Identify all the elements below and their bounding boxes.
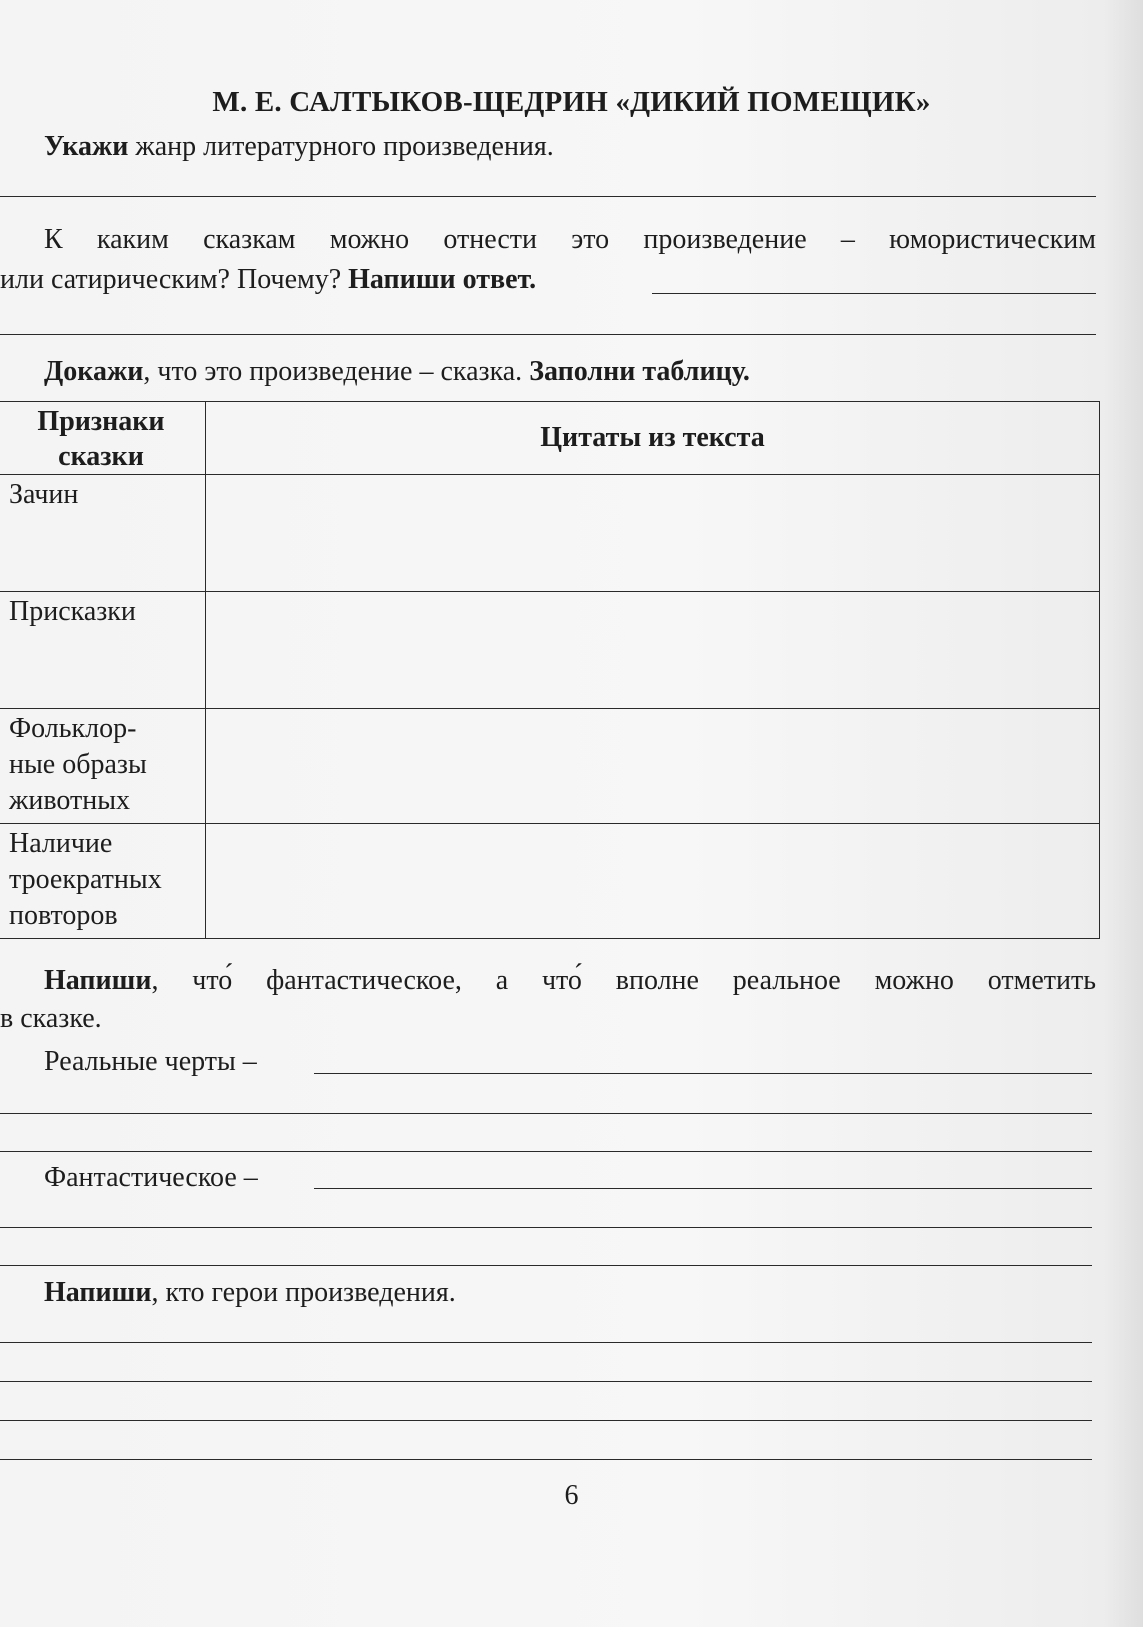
task-heroes	[44, 1274, 456, 1312]
task-genre	[44, 128, 554, 166]
row-label-repeats	[0, 824, 206, 939]
task-fantastic-text: , что́ фантастическое, а что́ вполне реальное можно отметить	[151, 965, 1096, 996]
quote-cell-animals[interactable]	[206, 709, 1100, 824]
page-number: 6	[564, 1480, 579, 1511]
task-prove-bold2: Заполни таблицу.	[529, 356, 750, 387]
task-prove	[44, 353, 750, 391]
task-fantastic-bold: Напиши	[44, 965, 152, 996]
task-prove-text: , что это произведение – сказка.	[143, 356, 530, 387]
page-title: М. Е. САЛТЫКОВ-ЩЕДРИН «ДИКИЙ ПОМЕЩИК»	[212, 86, 931, 118]
quote-cell-priskazki[interactable]	[206, 592, 1100, 709]
fairy-tale-signs-table	[0, 401, 1100, 939]
answer-line-real-2[interactable]	[0, 1113, 1092, 1114]
task-type-line1: К каким сказкам можно отнести это произведение – юмористическим	[44, 224, 1096, 255]
task-type-text: или сатирическим? Почему?	[0, 264, 349, 295]
answer-line-type-1[interactable]	[652, 293, 1096, 294]
fantastic-label: Фантастическое –	[44, 1162, 258, 1193]
task-heroes-text: , кто герои произведения.	[151, 1277, 456, 1308]
answer-line-type-2[interactable]	[0, 334, 1096, 335]
answer-line-heroes-1[interactable]	[0, 1342, 1092, 1343]
task-type-bold: Напиши ответ.	[348, 264, 537, 295]
answer-line-heroes-4[interactable]	[0, 1459, 1092, 1460]
row-label-priskazki: Присказки	[0, 592, 206, 709]
task-genre-bold: Укажи	[44, 131, 129, 162]
row-label-animals-2: ные образы	[9, 749, 147, 780]
answer-line-fantastic-1[interactable]	[314, 1188, 1092, 1189]
answer-line-fantastic-3[interactable]	[0, 1265, 1092, 1266]
row-label-repeats-3: повторов	[9, 900, 118, 931]
answer-line-genre[interactable]	[0, 196, 1096, 197]
table-header-row	[0, 402, 1100, 475]
answer-line-real-1[interactable]	[314, 1073, 1092, 1074]
header-signs: Признаки сказки	[0, 402, 206, 475]
quote-cell-zachin[interactable]	[206, 475, 1100, 592]
answer-line-fantastic-2[interactable]	[0, 1227, 1092, 1228]
quote-cell-repeats[interactable]	[206, 824, 1100, 939]
task-prove-bold1: Докажи	[44, 356, 144, 387]
task-fantastic-line1	[44, 962, 1096, 1000]
real-features-label: Реальные черты –	[44, 1046, 257, 1077]
row-label-repeats-1: Наличие	[9, 828, 113, 859]
table-row	[0, 592, 1100, 709]
table-row	[0, 824, 1100, 939]
answer-line-heroes-2[interactable]	[0, 1381, 1092, 1382]
table-row	[0, 475, 1100, 592]
row-label-repeats-2: троекратных	[9, 864, 162, 895]
row-label-animals	[0, 709, 206, 824]
task-genre-text: жанр литературного произведения.	[128, 131, 554, 162]
row-label-animals-3: животных	[9, 785, 131, 816]
task-fantastic-line2: в сказке.	[0, 1003, 102, 1034]
row-label-animals-1: Фольклор-	[9, 713, 137, 744]
task-type-line2	[0, 261, 536, 299]
answer-line-heroes-3[interactable]	[0, 1420, 1092, 1421]
task-heroes-bold: Напиши	[44, 1277, 152, 1308]
table-row	[0, 709, 1100, 824]
answer-line-real-3[interactable]	[0, 1151, 1092, 1152]
row-label-zachin: Зачин	[0, 475, 206, 592]
page-edge-shadow	[1103, 0, 1143, 1627]
header-quotes: Цитаты из текста	[206, 402, 1100, 475]
